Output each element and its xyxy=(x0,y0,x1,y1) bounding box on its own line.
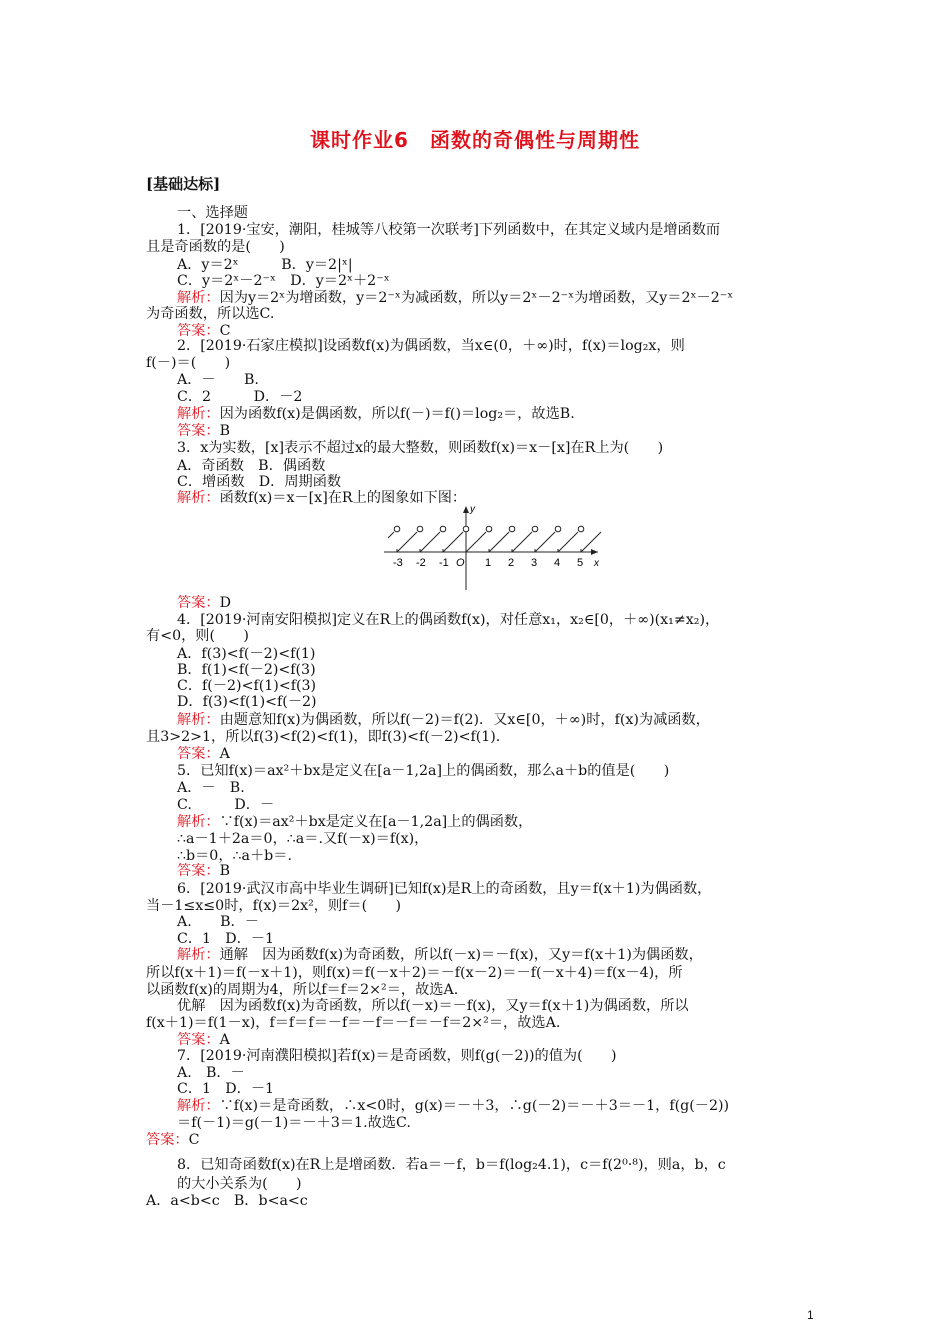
line-text: A．a<b<c B．b<a<c xyxy=(146,1193,308,1209)
tick-label: 2 xyxy=(508,557,515,569)
line-text: 函数f(x)＝x－[x]在R上的图象如下图： xyxy=(219,490,467,506)
answer-line xyxy=(177,595,231,612)
line-text: 5．已知f(x)＝ax²＋bx是定义在[a－1,2a]上的偶函数，那么a＋b的值是( ) xyxy=(177,763,670,779)
text-line xyxy=(146,306,274,323)
line-text: ∵f(x)＝是奇函数，∴x<0时，g(x)＝－＋3，∴g(－2)＝－＋3＝－1，f(g(－2)) xyxy=(219,1098,730,1114)
text-line xyxy=(177,662,316,679)
text-line xyxy=(177,831,428,848)
answer-label: 答案： xyxy=(177,746,220,762)
text-line xyxy=(146,898,401,915)
text-line xyxy=(177,458,325,475)
line-text: B xyxy=(219,423,231,439)
text-line xyxy=(177,474,341,491)
text-line xyxy=(177,205,248,222)
line-text: C xyxy=(188,1132,200,1148)
text-line xyxy=(177,797,274,814)
solution-line xyxy=(177,712,710,729)
graph-segment xyxy=(466,532,486,552)
line-text: 7．[2019·河南濮阳模拟]若f(x)＝是奇函数，则f(g(－2))的值为( ) xyxy=(177,1048,617,1064)
line-text: A xyxy=(219,1032,230,1048)
text-line xyxy=(177,646,315,663)
line-text: C. D．－ xyxy=(177,797,275,813)
solution-line xyxy=(177,947,703,964)
open-endpoint xyxy=(555,526,561,532)
text-line xyxy=(177,1115,411,1132)
line-text: C．增函数 D．周期函数 xyxy=(177,474,342,490)
tick-label: O xyxy=(456,557,465,569)
x-axis-arrow xyxy=(591,549,598,555)
tick-label: -3 xyxy=(393,557,403,569)
y-axis-label: y xyxy=(470,504,475,515)
answer-line xyxy=(177,1032,230,1049)
line-text: A．奇函数 B．偶函数 xyxy=(177,458,326,474)
tick-label: -2 xyxy=(416,557,426,569)
text-line xyxy=(177,998,689,1015)
line-text: D．f(3)<f(1)<f(－2) xyxy=(177,694,317,710)
line-text: f(x＋1)＝f(1－x)，f＝f＝f＝－f＝－f＝－f＝－f＝2×²＝，故选A. xyxy=(146,1015,561,1031)
line-text: ∴a－1＋2a＝0，∴a＝.又f(－x)＝f(x)， xyxy=(177,831,429,847)
answer-label: 答案： xyxy=(177,595,220,611)
line-text: C．2 D．－2 xyxy=(177,389,303,405)
solution-label: 解析： xyxy=(177,712,220,728)
line-text: 且是奇函数的是( ) xyxy=(146,239,285,255)
graph-segment xyxy=(535,532,555,552)
line-text: B xyxy=(219,863,231,879)
text-line xyxy=(177,694,317,711)
text-line xyxy=(177,780,245,797)
open-endpoint xyxy=(440,526,446,532)
line-text: 通解 因为函数f(x)为奇函数，所以f(－x)＝－f(x)，又y＝f(x＋1)为偶函数， xyxy=(219,947,703,963)
text-line xyxy=(146,1015,560,1032)
line-text: A．f(3)<f(－2)<f(1) xyxy=(177,646,316,662)
line-text: 因为函数f(x)是偶函数，所以f(－)＝f()＝log₂＝，故选B. xyxy=(219,406,575,422)
answer-label: 答案： xyxy=(177,863,220,879)
line-text: 以函数f(x)的周期为4，所以f＝f＝2×²＝，故选A. xyxy=(146,982,459,998)
solution-label: 解析： xyxy=(177,490,220,506)
text-line xyxy=(177,222,720,239)
line-text: 4．[2019·河南安阳模拟]定义在R上的偶函数f(x)，对任意x₁，x₂∈[0，＋∞)(x₁≠x₂)， xyxy=(177,612,720,628)
solution-line xyxy=(177,406,575,423)
y-axis-arrow xyxy=(463,506,469,513)
line-text: C．y＝2ˣ－2⁻ˣ D．y＝2ˣ＋2⁻ˣ xyxy=(177,273,390,289)
text-line xyxy=(177,612,719,629)
line-text: A．－ B. xyxy=(177,372,259,388)
line-text: 有<0，则( ) xyxy=(146,628,249,644)
line-text: 且3>2>1，所以f(3)<f(2)<f(1)，即f(3)<f(－2)<f(1). xyxy=(146,729,501,745)
open-endpoint xyxy=(417,526,423,532)
tick-label: 3 xyxy=(531,557,538,569)
text-line xyxy=(177,338,685,355)
graph-segment xyxy=(558,532,578,552)
line-text: B．f(1)<f(－2)<f(3) xyxy=(177,662,316,678)
page-title: 课时作业6 函数的奇偶性与周期性 xyxy=(310,128,640,152)
page-number: 1 xyxy=(807,1308,814,1322)
graph-segment xyxy=(443,532,463,552)
answer-label: 答案： xyxy=(177,423,220,439)
answer-line xyxy=(146,1132,199,1149)
line-text: A．－ B. xyxy=(177,780,245,796)
line-text: C．1 D．－1 xyxy=(177,931,275,947)
line-text: 由题意知f(x)为偶函数，所以f(－2)＝f(2)．又x∈[0，＋∞)时，f(x)为减函数， xyxy=(219,712,710,728)
text-line xyxy=(177,1081,274,1098)
line-text: C xyxy=(219,323,231,339)
answer-label: 答案： xyxy=(146,1132,189,1148)
answer-line xyxy=(177,746,230,763)
tick-label: 4 xyxy=(554,557,561,569)
text-line xyxy=(146,1193,308,1210)
graph-segment xyxy=(420,532,440,552)
open-endpoint xyxy=(509,526,515,532)
line-text: A xyxy=(219,746,230,762)
graph-segment xyxy=(489,532,509,552)
section-heading: [基础达标] xyxy=(146,175,221,193)
answer-line xyxy=(177,863,230,880)
text-line xyxy=(146,628,249,645)
line-text: A. B．－ xyxy=(177,1065,245,1081)
line-text: f(－)＝( ) xyxy=(146,355,231,371)
line-text: 8．已知奇函数f(x)在R上是增函数．若a＝－f，b＝f(log₂4.1)，c＝f(2⁰·⁸)，则a，b，c xyxy=(177,1157,726,1173)
line-text: C．1 D．－1 xyxy=(177,1081,275,1097)
line-text: 所以f(x＋1)＝f(－x＋1)，则f(x)＝f(－x＋2)＝－f(x－2)＝－f(－x＋4)＝f(x－4)，所 xyxy=(146,965,683,981)
tick-label: -1 xyxy=(439,557,449,569)
line-text: 为奇函数，所以选C. xyxy=(146,306,275,322)
text-line xyxy=(177,273,390,290)
open-endpoint xyxy=(394,526,400,532)
graph-segment xyxy=(388,532,394,538)
solution-line xyxy=(177,290,733,307)
line-text: ＝f(－1)＝g(－1)＝－＋3＝1.故选C. xyxy=(177,1115,411,1131)
tick-label: 1 xyxy=(485,557,492,569)
line-text: ∴b＝0，∴a＋b＝. xyxy=(177,848,292,864)
line-text: 优解 因为函数f(x)为奇函数，所以f(－x)＝－f(x)，又y＝f(x＋1)为偶函数，所以 xyxy=(177,998,689,1014)
line-text: 1．[2019·宝安，潮阳，桂城等八校第一次联考]下列函数中，在其定义域内是增函数而 xyxy=(177,222,721,238)
text-line xyxy=(177,763,669,780)
line-text: A. B．－ xyxy=(177,914,259,930)
line-text: 2．[2019·石家庄模拟]设函数f(x)为偶函数，当x∈(0，＋∞)时，f(x)＝log₂x，则 xyxy=(177,338,685,354)
line-text: 当－1≤x≤0时，f(x)＝2x²，则f＝( ) xyxy=(146,898,402,914)
line-text: 因为y＝2ˣ为增函数，y＝2⁻ˣ为减函数，所以y＝2ˣ－2⁻ˣ为增函数，又y＝2ˣ－2⁻ˣ xyxy=(219,290,734,306)
text-line xyxy=(177,389,302,406)
solution-label: 解析： xyxy=(177,406,220,422)
open-endpoint xyxy=(578,526,584,532)
text-line xyxy=(177,931,274,948)
solution-label: 解析： xyxy=(177,947,220,963)
solution-line xyxy=(177,1098,729,1115)
solution-label: 解析： xyxy=(177,290,220,306)
text-line xyxy=(177,1065,245,1082)
text-line xyxy=(146,982,458,999)
line-text: A．y＝2ˣ B．y＝2|ˣ| xyxy=(177,257,353,273)
text-line xyxy=(177,372,259,389)
solution-label: 解析： xyxy=(177,1098,220,1114)
text-line xyxy=(177,881,711,898)
line-text: 的大小关系为( ) xyxy=(177,1176,302,1192)
text-line xyxy=(146,729,500,746)
text-line xyxy=(146,355,230,372)
answer-label: 答案： xyxy=(177,323,220,339)
answer-line xyxy=(177,423,230,440)
solution-label: 解析： xyxy=(177,814,220,830)
tick-label: 5 xyxy=(577,557,584,569)
line-text: 3．x为实数，[x]表示不超过x的最大整数，则函数f(x)＝x－[x]在R上为( ) xyxy=(177,440,664,456)
x-axis-label: x xyxy=(594,558,599,569)
text-line xyxy=(146,965,683,982)
line-text: C．f(－2)<f(1)<f(3) xyxy=(177,678,317,694)
floor-function-graph xyxy=(380,502,610,592)
line-text: ∵f(x)＝ax²＋bx是定义在[a－1,2a]上的偶函数， xyxy=(219,814,533,830)
solution-line xyxy=(177,814,532,831)
open-endpoint xyxy=(532,526,538,532)
text-line xyxy=(177,914,259,931)
line-text: D xyxy=(219,595,231,611)
line-text: 一、选择题 xyxy=(177,205,248,221)
text-line xyxy=(177,1048,617,1065)
text-line xyxy=(177,440,663,457)
graph-segment xyxy=(397,532,417,552)
open-endpoint xyxy=(486,526,492,532)
answer-label: 答案： xyxy=(177,1032,220,1048)
text-line xyxy=(177,678,316,695)
text-line xyxy=(177,257,353,274)
text-line xyxy=(177,1157,726,1174)
line-text: 6．[2019·武汉市高中毕业生调研]已知f(x)是R上的奇函数，且y＝f(x＋1)为偶函数， xyxy=(177,881,712,897)
text-line xyxy=(177,1176,302,1193)
open-endpoint xyxy=(463,526,469,532)
graph-segment xyxy=(512,532,532,552)
text-line xyxy=(146,239,285,256)
